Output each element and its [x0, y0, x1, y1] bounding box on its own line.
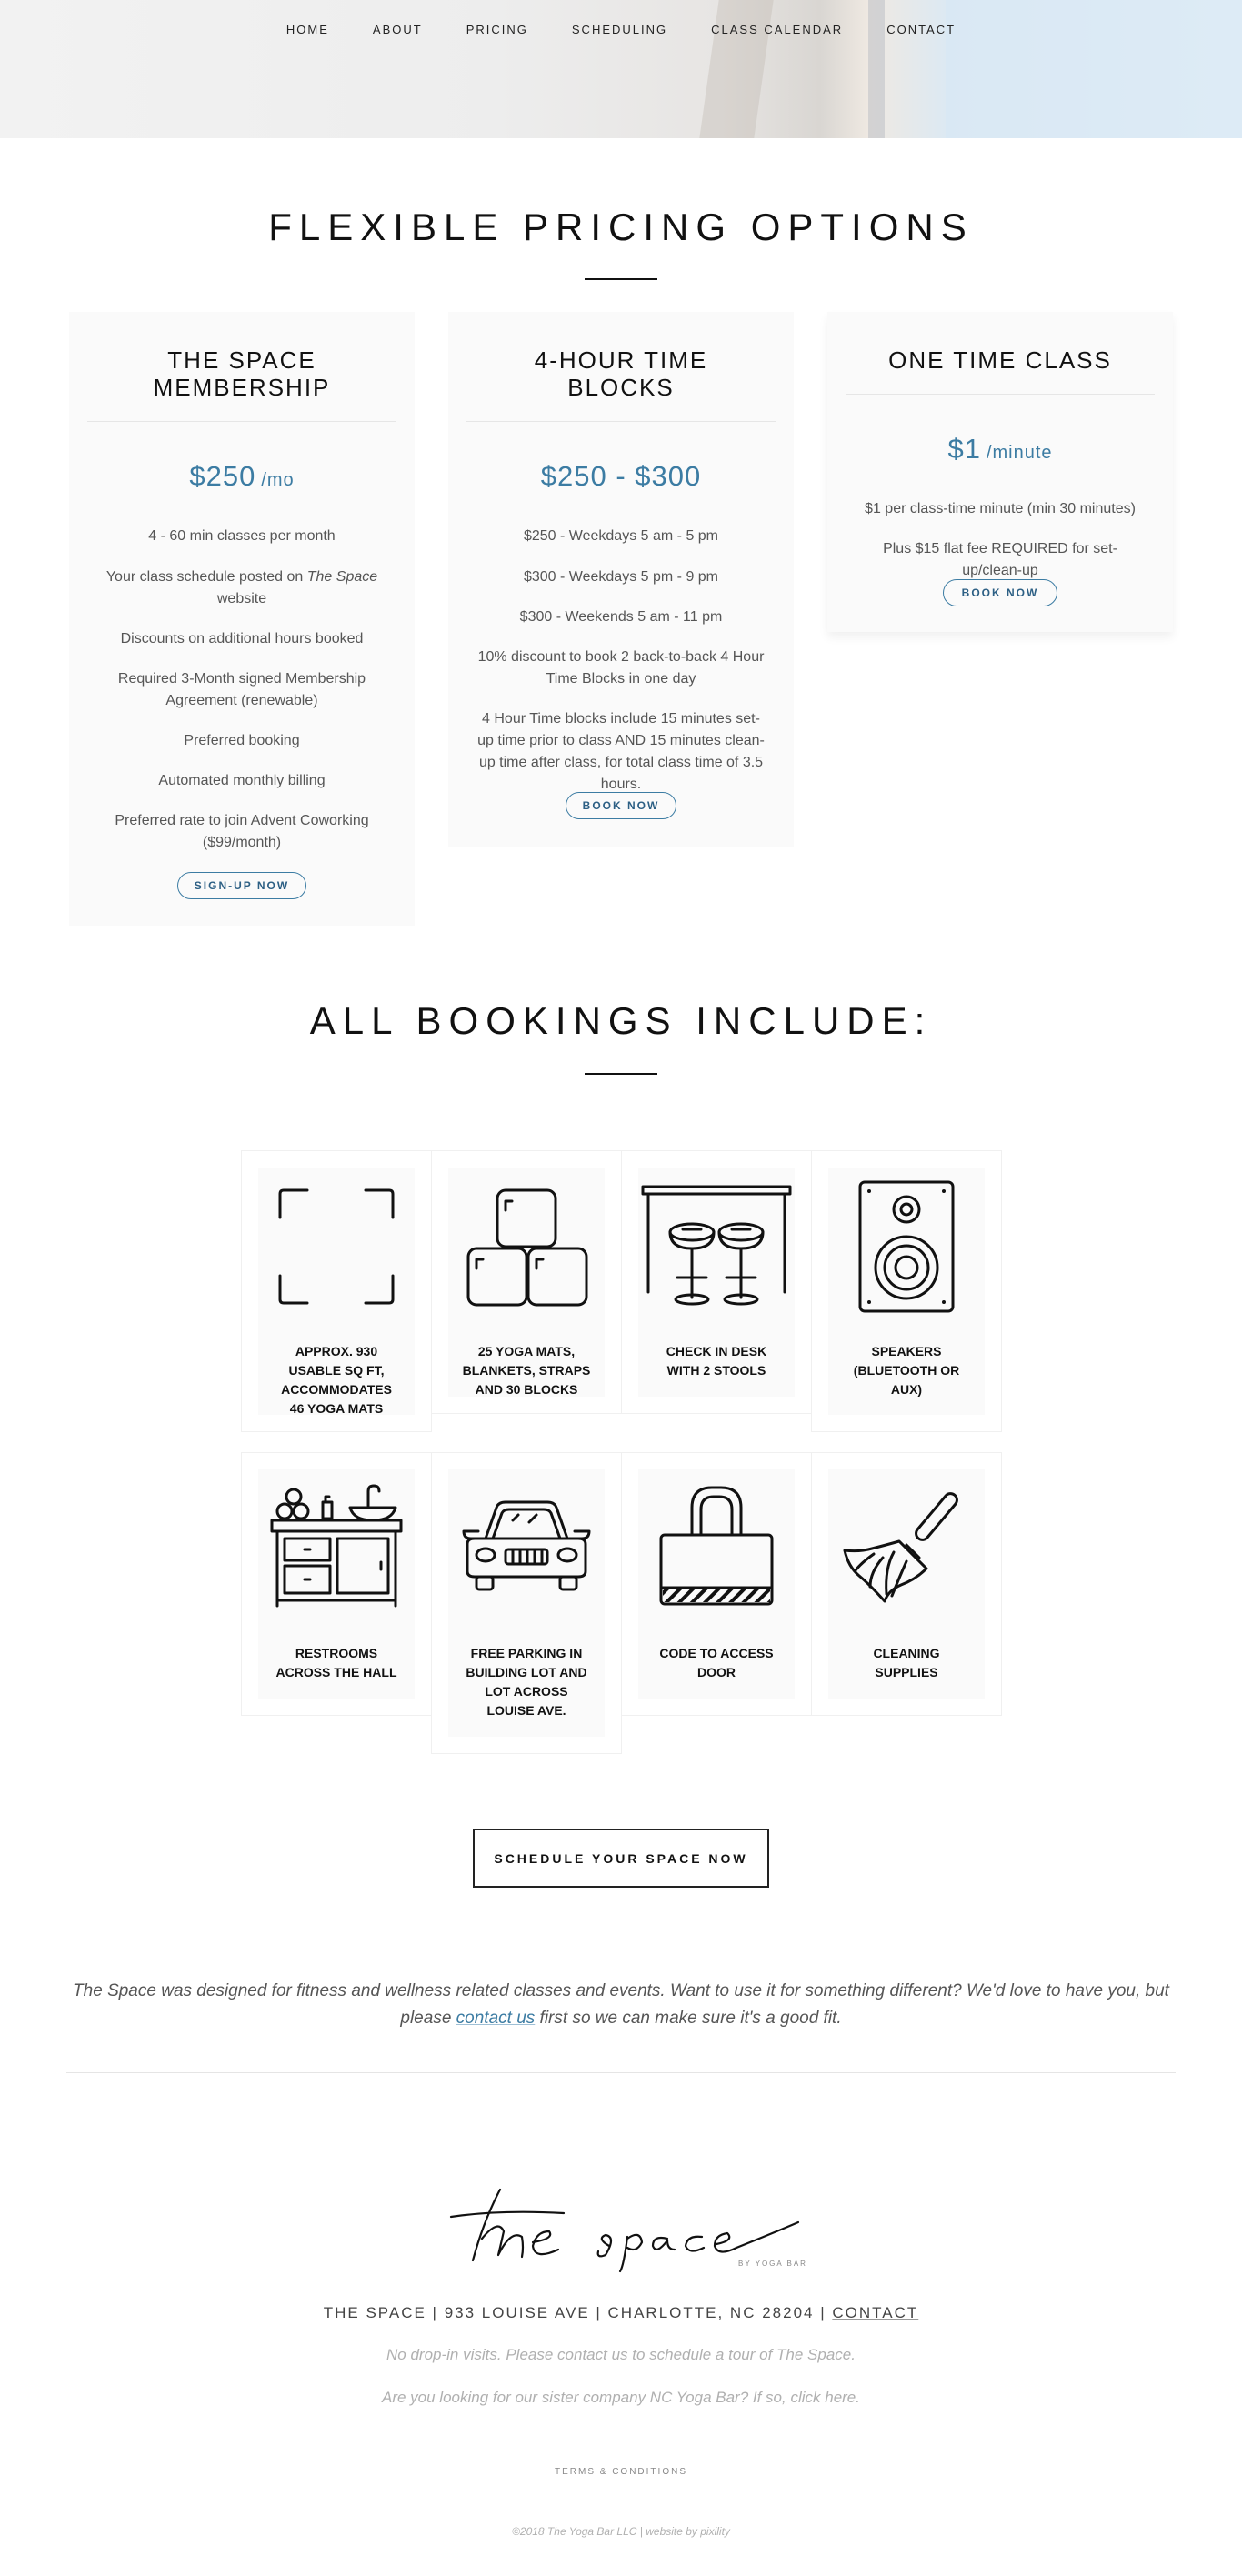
- desk-stools-icon: [639, 1183, 794, 1310]
- membership-title-line2: MEMBERSHIP: [153, 374, 331, 401]
- schedule-your-space-button[interactable]: SCHEDULE YOUR SPACE NOW: [473, 1829, 769, 1888]
- membership-price: [69, 460, 415, 493]
- membership-feature-italic: The Space: [306, 569, 378, 585]
- membership-feature: 4 - 60 min classes per month: [148, 528, 336, 544]
- broom-icon: [843, 1485, 970, 1612]
- blocks-icon: [463, 1183, 590, 1310]
- card-divider: [846, 394, 1155, 395]
- membership-feature: Automated monthly billing: [158, 773, 326, 788]
- one-time-feature: $1 per class-time minute (min 30 minutes): [865, 501, 1136, 516]
- nav-scheduling[interactable]: SCHEDULING: [571, 23, 668, 36]
- usage-note-text: first so we can make sure it's a good fit.: [535, 2009, 842, 2028]
- amenity-square-footage: [241, 1150, 432, 1432]
- main-nav: [0, 23, 1242, 36]
- no-dropin-note[interactable]: No drop-in visits. Please contact us to schedule a tour of The Space.: [386, 2346, 856, 2363]
- amenity-label: SPEAKERS (BLUETOOTH OR AUX): [853, 1344, 960, 1397]
- membership-card: [69, 312, 415, 926]
- address-text: THE SPACE | 933 LOUISE AVE | CHARLOTTE, NC 28204 |: [323, 2304, 833, 2321]
- amenity-cleaning: [811, 1452, 1002, 1716]
- card-divider: [87, 421, 396, 422]
- terms-link[interactable]: TERMS & CONDITIONS: [554, 2467, 687, 2477]
- membership-feature: Preferred booking: [184, 733, 300, 748]
- one-time-price: [827, 433, 1173, 466]
- usage-note: [66, 1978, 1176, 2032]
- amenity-speakers: [811, 1150, 1002, 1432]
- sister-company-link[interactable]: Are you looking for our sister company NC Yoga Bar? If so, click here.: [382, 2389, 860, 2406]
- amenity-label: CLEANING SUPPLIES: [873, 1646, 940, 1679]
- hero-light-beam: [699, 0, 773, 138]
- one-time-title: ONE TIME CLASS: [888, 346, 1112, 374]
- amenity-label: APPROX. 930 USABLE SQ FT, ACCOMMODATES 46 YOGA MATS: [281, 1344, 392, 1416]
- amenity-label: CODE TO ACCESS DOOR: [659, 1646, 774, 1679]
- blocks-feature: $250 - Weekdays 5 am - 5 pm: [523, 528, 719, 544]
- amenity-yoga-gear: [431, 1150, 622, 1414]
- logo-subtitle: BY YOGA BAR: [738, 2260, 807, 2268]
- amenity-label: CHECK IN DESK WITH 2 STOOLS: [666, 1344, 767, 1378]
- sign-up-button[interactable]: SIGN-UP NOW: [177, 872, 306, 899]
- membership-title-line1: THE SPACE: [167, 346, 316, 374]
- membership-feature-text: website: [216, 591, 267, 606]
- hero-banner: [0, 0, 1242, 138]
- contact-us-link[interactable]: contact us: [456, 2009, 536, 2028]
- nav-pricing[interactable]: PRICING: [466, 23, 528, 36]
- membership-feature-text: Your class schedule posted on: [105, 569, 304, 585]
- nav-contact[interactable]: CONTACT: [886, 23, 957, 36]
- blocks-feature: 10% discount to book 2 back-to-back 4 Hour Time Blocks in one day: [477, 649, 765, 687]
- nav-about[interactable]: ABOUT: [372, 23, 423, 36]
- footer-address: [0, 2304, 1242, 2322]
- membership-feature: [96, 566, 387, 610]
- section-divider: [66, 2072, 1176, 2073]
- includes-heading: ALL BOOKINGS INCLUDE:: [309, 999, 933, 1042]
- blocks-title-line1: 4-HOUR TIME: [534, 346, 708, 374]
- square-footage-icon: [273, 1183, 400, 1310]
- one-time-price-per: /minute: [986, 443, 1053, 463]
- blocks-title-line2: BLOCKS: [567, 374, 675, 401]
- nav-home[interactable]: HOME: [285, 23, 329, 36]
- nav-class-calendar[interactable]: CLASS CALENDAR: [711, 23, 844, 36]
- membership-price-per: /mo: [261, 470, 295, 490]
- amenity-check-in-desk: [621, 1150, 812, 1414]
- amenity-label: RESTROOMS ACROSS THE HALL: [275, 1646, 397, 1679]
- amenity-restrooms: [241, 1452, 432, 1716]
- blocks-feature: $300 - Weekends 5 am - 11 pm: [519, 609, 723, 625]
- usage-note-text: The Space was designed for fitness and wellness related classes and events. Want to use it for something different? We'd love to have you, but please: [73, 1981, 1169, 2028]
- one-time-class-card: [827, 312, 1173, 632]
- membership-price-amount: $250: [189, 460, 256, 492]
- card-divider: [466, 421, 776, 422]
- amenity-label: FREE PARKING IN BUILDING LOT AND LOT ACROSS LOUISE AVE.: [466, 1646, 587, 1718]
- restroom-vanity-icon: [268, 1480, 405, 1608]
- membership-feature: Preferred rate to join Advent Coworking ($99/month): [115, 813, 369, 850]
- hero-window-frame: [868, 0, 885, 138]
- lock-icon: [657, 1480, 776, 1608]
- hero-window: [946, 0, 1242, 138]
- amenity-parking: [431, 1452, 622, 1754]
- book-now-one-time-button[interactable]: BOOK NOW: [943, 579, 1057, 606]
- copyright: ©2018 The Yoga Bar LLC | website by pixility: [512, 2525, 730, 2538]
- one-time-price-amount: $1: [947, 433, 981, 465]
- footer-contact-link[interactable]: CONTACT: [832, 2304, 919, 2321]
- amenity-door-code: [621, 1452, 812, 1716]
- blocks-feature: 4 Hour Time blocks include 15 minutes set-up time prior to class AND 15 minutes clean-up time after class, for total class time of 3.5 hours.: [477, 711, 765, 792]
- the-space-logo: [446, 2182, 807, 2273]
- time-blocks-card: [448, 312, 794, 847]
- membership-feature: Required 3-Month signed Membership Agreement (renewable): [117, 671, 366, 708]
- car-icon: [458, 1498, 595, 1599]
- blocks-feature: $300 - Weekdays 5 pm - 9 pm: [523, 569, 719, 585]
- amenity-label: 25 YOGA MATS, BLANKETS, STRAPS AND 30 BLOCKS: [462, 1344, 591, 1397]
- heading-underline: [585, 1073, 657, 1075]
- membership-feature: Discounts on additional hours booked: [120, 631, 364, 647]
- heading-underline: [585, 278, 657, 280]
- one-time-feature: Plus $15 flat fee REQUIRED for set-up/clean-up: [883, 541, 1117, 578]
- pricing-heading: FLEXIBLE PRICING OPTIONS: [268, 205, 974, 248]
- book-now-blocks-button[interactable]: BOOK NOW: [566, 792, 676, 819]
- blocks-price: $250 - $300: [540, 460, 702, 492]
- speaker-icon: [856, 1178, 957, 1315]
